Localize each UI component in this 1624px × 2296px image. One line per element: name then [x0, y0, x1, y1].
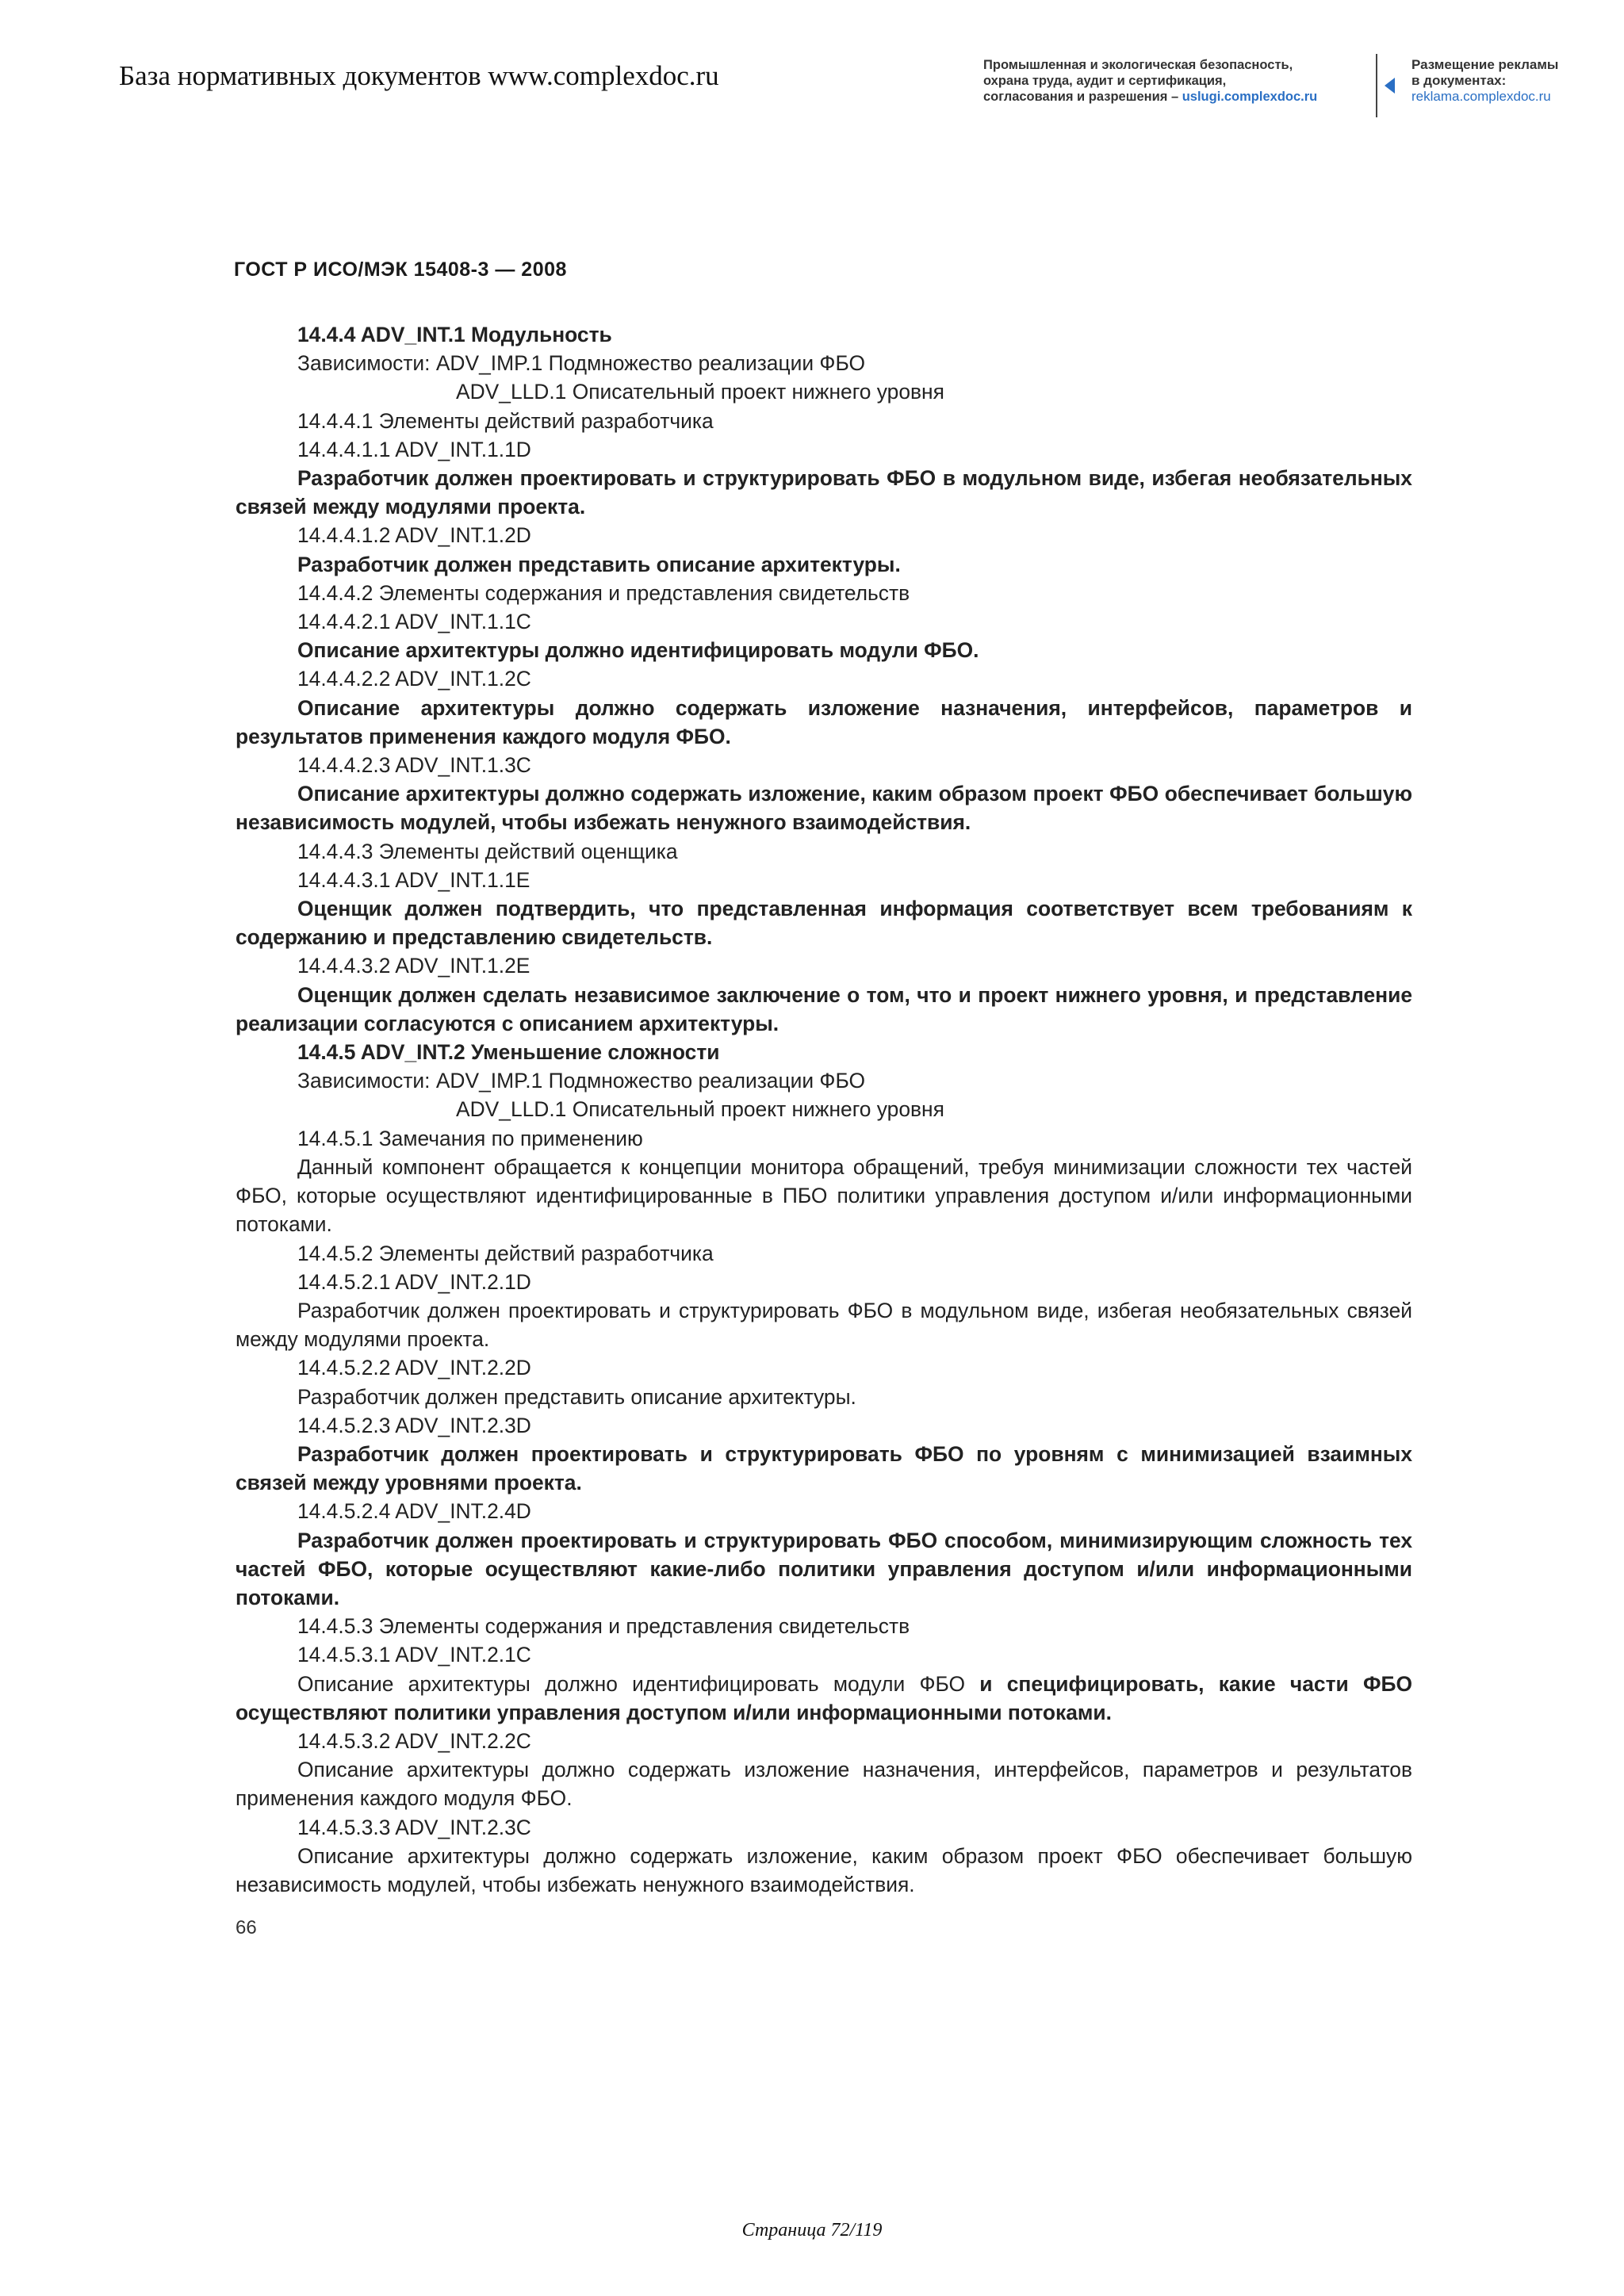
text-line — [236, 1411, 1412, 1440]
text-line-content: Данный компонент обращается к концепции монитора обращений, требуя минимизации сложности тех частей ФБО, которые осуществляют идентифицированные в ПБО политики управления доступом и/или информационными потоками. — [236, 1154, 1412, 1237]
text-line — [236, 1842, 1412, 1899]
text-line — [236, 607, 1412, 636]
text-line — [236, 694, 1412, 751]
text-line — [236, 1813, 1412, 1842]
text-line — [236, 1755, 1412, 1812]
text-line-content: 14.4.4.1 Элементы действий разработчика — [297, 408, 714, 433]
text-line-content: Разработчик должен проектировать и структурировать ФБО способом, минимизирующим сложность тех частей ФБО, которые осуществляют какие-либо политики управления доступом и/или информационными потоками. — [236, 1528, 1412, 1609]
text-line-content: 14.4.4.2.2 ADV_INT.1.2C — [297, 667, 531, 691]
text-line — [236, 1124, 1412, 1153]
text-line — [236, 1268, 1412, 1296]
text-line — [236, 1383, 1412, 1411]
text-line-content: Описание архитектуры должно содержать изложение назначения, интерфейсов, параметров и результатов применения каждого модуля ФБО. — [236, 695, 1412, 748]
text-line — [236, 1497, 1412, 1525]
text-line — [236, 464, 1412, 521]
text-line — [236, 1670, 1412, 1727]
text-line — [236, 349, 1412, 377]
text-line — [236, 435, 1412, 464]
text-line-content: 14.4.4.3.2 ADV_INT.1.2E — [297, 954, 530, 978]
text-line — [236, 1353, 1412, 1382]
page-number: 66 — [236, 1917, 257, 1938]
text-line — [236, 1727, 1412, 1755]
text-line-content: 14.4.5.2.4 ADV_INT.2.4D — [297, 1499, 531, 1524]
text-line — [236, 751, 1412, 779]
text-line — [236, 779, 1412, 836]
document-body — [236, 320, 1412, 1899]
text-line-content: 14.4.4.3.1 ADV_INT.1.1E — [297, 867, 530, 892]
text-line-content: ADV_LLD.1 Описательный проект нижнего уровня — [456, 1097, 944, 1122]
page-footer: Страница 72/119 — [741, 2220, 883, 2241]
text-line — [236, 377, 1412, 406]
text-line-content: Описание архитектуры должно идентифицировать модули ФБО — [297, 1671, 980, 1696]
text-line-content: 14.4.4.2 Элементы содержания и представления свидетельств — [297, 580, 910, 605]
text-line-bold-tail: и специфицировать, какие части ФБО осуществляют политики управления доступом и/или информационными потоками. — [236, 1671, 1412, 1724]
services-line-3-text: согласования и разрешения – — [983, 90, 1182, 104]
text-line-content: 14.4.5.2.1 ADV_INT.2.1D — [297, 1269, 531, 1294]
text-line — [236, 837, 1412, 866]
header-divider — [1376, 54, 1377, 117]
text-line-content: 14.4.5.2.3 ADV_INT.2.3D — [297, 1413, 531, 1437]
text-line — [236, 1440, 1412, 1497]
ads-line-1: Размещение рекламы — [1411, 57, 1559, 72]
text-line-content: 14.4.4.3 Элементы действий оценщика — [297, 839, 678, 863]
text-line-content: Разработчик должен проектировать и структурировать ФБО в модульном виде, избегая необязательных связей между модулями проекта. — [236, 1298, 1412, 1352]
text-line-content: Зависимости: ADV_IMP.1 Подмножество реализации ФБО — [297, 351, 866, 376]
text-line-content: Оценщик должен подтвердить, что представленная информация соответствует всем требованиям к содержанию и представлению свидетельств. — [236, 897, 1412, 950]
text-line — [236, 951, 1412, 980]
text-line-content: Описание архитектуры должно содержать изложение, каким образом проект ФБО обеспечивает большую независимость модулей, чтобы избежать ненужного взаимодействия. — [236, 1843, 1412, 1896]
text-line — [236, 579, 1412, 607]
ads-link[interactable]: reklama.complexdoc.ru — [1411, 89, 1551, 104]
text-line — [236, 1153, 1412, 1239]
text-line-content: Описание архитектуры должно содержать изложение, каким образом проект ФБО обеспечивает большую независимость модулей, чтобы избежать ненужного взаимодействия. — [236, 782, 1412, 835]
arrow-left-icon — [1385, 78, 1395, 94]
text-line-content: 14.4.5.3.2 ADV_INT.2.2C — [297, 1728, 531, 1753]
text-line-content: Оценщик должен сделать независимое заключение о том, что и проект нижнего уровня, и представление реализации согласуются с описанием архитектуры. — [236, 982, 1412, 1035]
text-line — [236, 981, 1412, 1038]
text-line-content: Разработчик должен проектировать и структурировать ФБО в модульном виде, избегая необязательных связей между модулями проекта. — [236, 466, 1412, 519]
header-services-block — [983, 57, 1356, 105]
services-line-3 — [983, 89, 1356, 105]
text-line-content: 14.4.4.2.1 ADV_INT.1.1C — [297, 610, 531, 634]
text-line — [236, 636, 1412, 664]
text-line — [236, 1612, 1412, 1640]
text-line — [236, 866, 1412, 894]
text-line — [236, 320, 1412, 349]
text-line — [236, 1066, 1412, 1095]
text-line-content: ADV_LLD.1 Описательный проект нижнего уровня — [456, 380, 944, 404]
services-line-2: охрана труда, аудит и сертификация, — [983, 74, 1227, 88]
text-line-content: 14.4.5.3 Элементы содержания и представления свидетельств — [297, 1614, 910, 1639]
ads-line-2: в документах: — [1411, 73, 1507, 88]
text-line — [236, 521, 1412, 549]
text-line — [236, 1095, 1412, 1123]
text-line-content: Разработчик должен проектировать и структурировать ФБО по уровням с минимизацией взаимных связей между уровнями проекта. — [236, 1441, 1412, 1495]
text-line-content: Зависимости: ADV_IMP.1 Подмножество реализации ФБО — [297, 1069, 866, 1093]
text-line — [236, 1526, 1412, 1613]
text-line — [236, 894, 1412, 951]
site-title: База нормативных документов www.complexdoc.ru — [119, 60, 719, 91]
text-line-content: 14.4.5.1 Замечания по применению — [297, 1126, 643, 1150]
text-line-content: 14.4.5 ADV_INT.2 Уменьшение сложности — [297, 1040, 720, 1065]
header-ads-block — [1411, 57, 1602, 105]
text-line — [236, 407, 1412, 435]
text-line-content: Разработчик должен представить описание архитектуры. — [297, 552, 901, 576]
text-line-content: 14.4.5.3.1 ADV_INT.2.1C — [297, 1643, 531, 1667]
text-line — [236, 1296, 1412, 1353]
text-line-content: 14.4.4.1.2 ADV_INT.1.2D — [297, 523, 531, 548]
text-line-content: 14.4.5.3.3 ADV_INT.2.3C — [297, 1815, 531, 1839]
text-line-content: 14.4.4 ADV_INT.1 Модульность — [297, 323, 612, 346]
services-line-1: Промышленная и экологическая безопасность, — [983, 58, 1293, 72]
text-line — [236, 550, 1412, 579]
text-line-content: 14.4.5.2.2 ADV_INT.2.2D — [297, 1356, 531, 1380]
text-line — [236, 1640, 1412, 1669]
text-line-content: 14.4.4.1.1 ADV_INT.1.1D — [297, 437, 531, 461]
text-line — [236, 1239, 1412, 1268]
text-line-content: Описание архитектуры должно содержать изложение назначения, интерфейсов, параметров и результатов применения каждого модуля ФБО. — [236, 1758, 1412, 1811]
text-line-content: 14.4.5.2 Элементы действий разработчика — [297, 1241, 714, 1265]
text-line-content: Разработчик должен представить описание архитектуры. — [297, 1384, 856, 1409]
text-line-content: 14.4.4.2.3 ADV_INT.1.3C — [297, 753, 531, 778]
text-line — [236, 664, 1412, 693]
text-line-content: Описание архитектуры должно идентифицировать модули ФБО. — [297, 638, 979, 663]
services-link[interactable]: uslugi.complexdoc.ru — [1182, 90, 1318, 104]
document-title: ГОСТ Р ИСО/МЭК 15408-3 — 2008 — [234, 258, 567, 281]
text-line — [236, 1038, 1412, 1066]
